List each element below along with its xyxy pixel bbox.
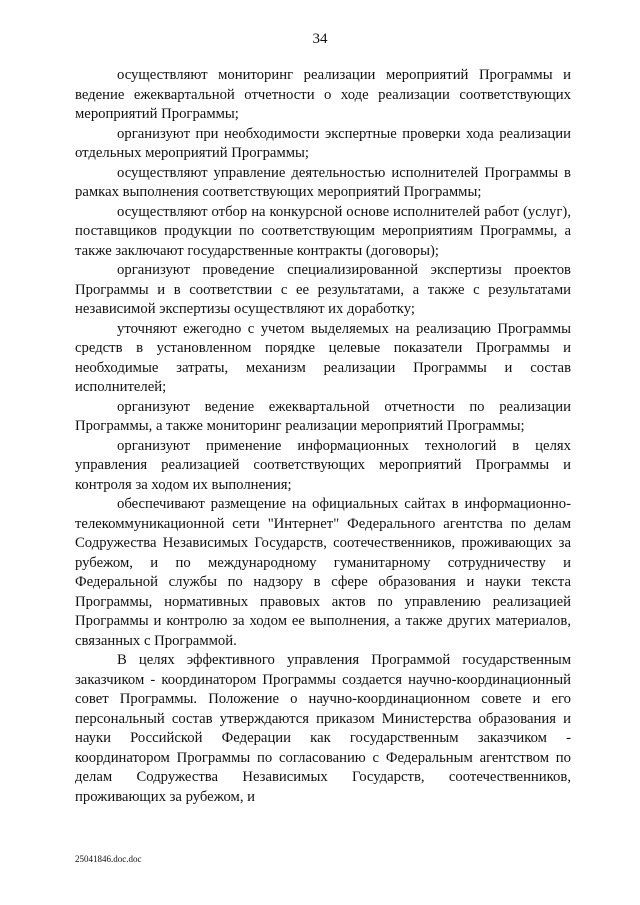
paragraph: обеспечивают размещение на официальных сайтах в информационно-телекоммуникационной сети "Интернет" Федерального агентства по делам Содружества Независимых Государств, соотечественников, проживающих за рубежом, и по международному гуманитарному сотрудничеству и Федеральной службы по надзору в сфере образования и науки текста Программы, нормативных правовых актов по управлению реализацией Программы и контролю за ходом ее выполнения, а также других материалов, связанных с Программой.	[75, 496, 571, 649]
page-number: 34	[312, 31, 328, 47]
document-body	[75, 66, 571, 807]
paragraph: осуществляют управление деятельностью исполнителей Программы в рамках выполнения соответствующих мероприятий Программы;	[75, 164, 571, 200]
paragraph: организуют ведение ежеквартальной отчетности по реализации Программы, а также мониторинг реализации мероприятий Программы;	[75, 398, 571, 434]
paragraph: организуют при необходимости экспертные проверки хода реализации отдельных мероприятий Программы;	[75, 125, 571, 161]
footer-filename: 25041846.doc.doc	[75, 854, 142, 864]
paragraph: организуют применение информационных технологий в целях управления реализацией соответствующих мероприятий Программы и контроля за ходом их выполнения;	[75, 437, 571, 493]
paragraph: осуществляют отбор на конкурсной основе исполнителей работ (услуг), поставщиков продукции по соответствующим мероприятиям Программы, а также заключают государственные контракты (договоры);	[75, 203, 571, 259]
paragraph: организуют проведение специализированной экспертизы проектов Программы и в соответствии с ее результатами, а также с результатами независимой экспертизы осуществляют их доработку;	[75, 262, 571, 317]
paragraph: уточняют ежегодно с учетом выделяемых на реализацию Программы средств в установленном порядке целевые показатели Программы и необходимые затраты, механизм реализации Программы и состав исполнителей;	[75, 320, 571, 395]
paragraph: В целях эффективного управления Программой государственным заказчиком - координатором Программы создается научно-координационный совет Программы. Положение о научно-координационном совете и его персональный состав утверждаются приказом Министерства образования и науки Российской Федерации как государственным заказчиком - координатором Программы по согласованию с Федеральным агентством по делам Содружества Независимых Государств, соотечественников, проживающих за рубежом, и	[75, 652, 571, 805]
paragraph: осуществляют мониторинг реализации мероприятий Программы и ведение ежеквартальной отчетности о ходе реализации соответствующих мероприятий Программы;	[75, 67, 571, 122]
